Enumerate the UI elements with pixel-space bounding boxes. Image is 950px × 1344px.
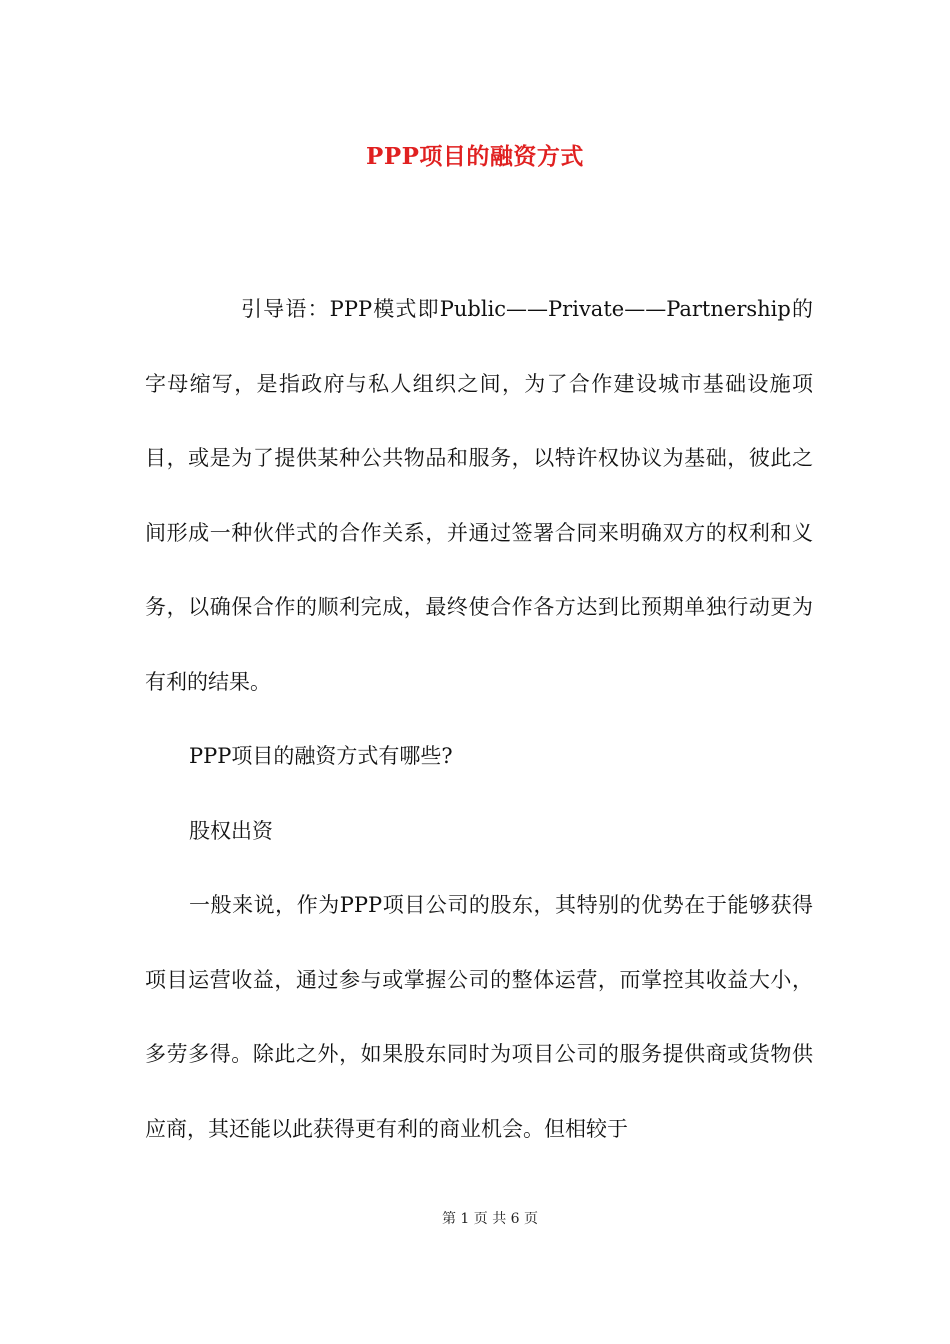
section-heading-equity: 股权出资 (189, 818, 273, 843)
paragraph-question: PPP项目的融资方式有哪些? (189, 744, 453, 768)
document-title: PPP项目的融资方式 (366, 143, 584, 170)
page-number: 第 1 页 共 6 页 (441, 1211, 539, 1227)
document-body (145, 272, 813, 1166)
paragraph-equity: 一般来说，作为PPP项目公司的股东，其特别的优势在于能够获得项目运营收益，通过参与或掌握公司的整体运营，而掌控其收益大小，多劳多得。除此之外，如果股东同时为项目公司的服务提供商或货物供应商，其还能以此获得更有利的商业机会。但相较于 (145, 893, 813, 1141)
paragraph-intro: 引导语：PPP模式即Public——Private——Partnership的字母缩写，是指政府与私人组织之间，为了合作建设城市基础设施项目，或是为了提供某种公共物品和服务，以特许权协议为基础，彼此之间形成一种伙伴式的合作关系，并通过签署合同来明确双方的权利和义务，以确保合作的顺利完成，最终使合作各方达到比预期单独行动更为有利的结果。 (145, 297, 813, 694)
